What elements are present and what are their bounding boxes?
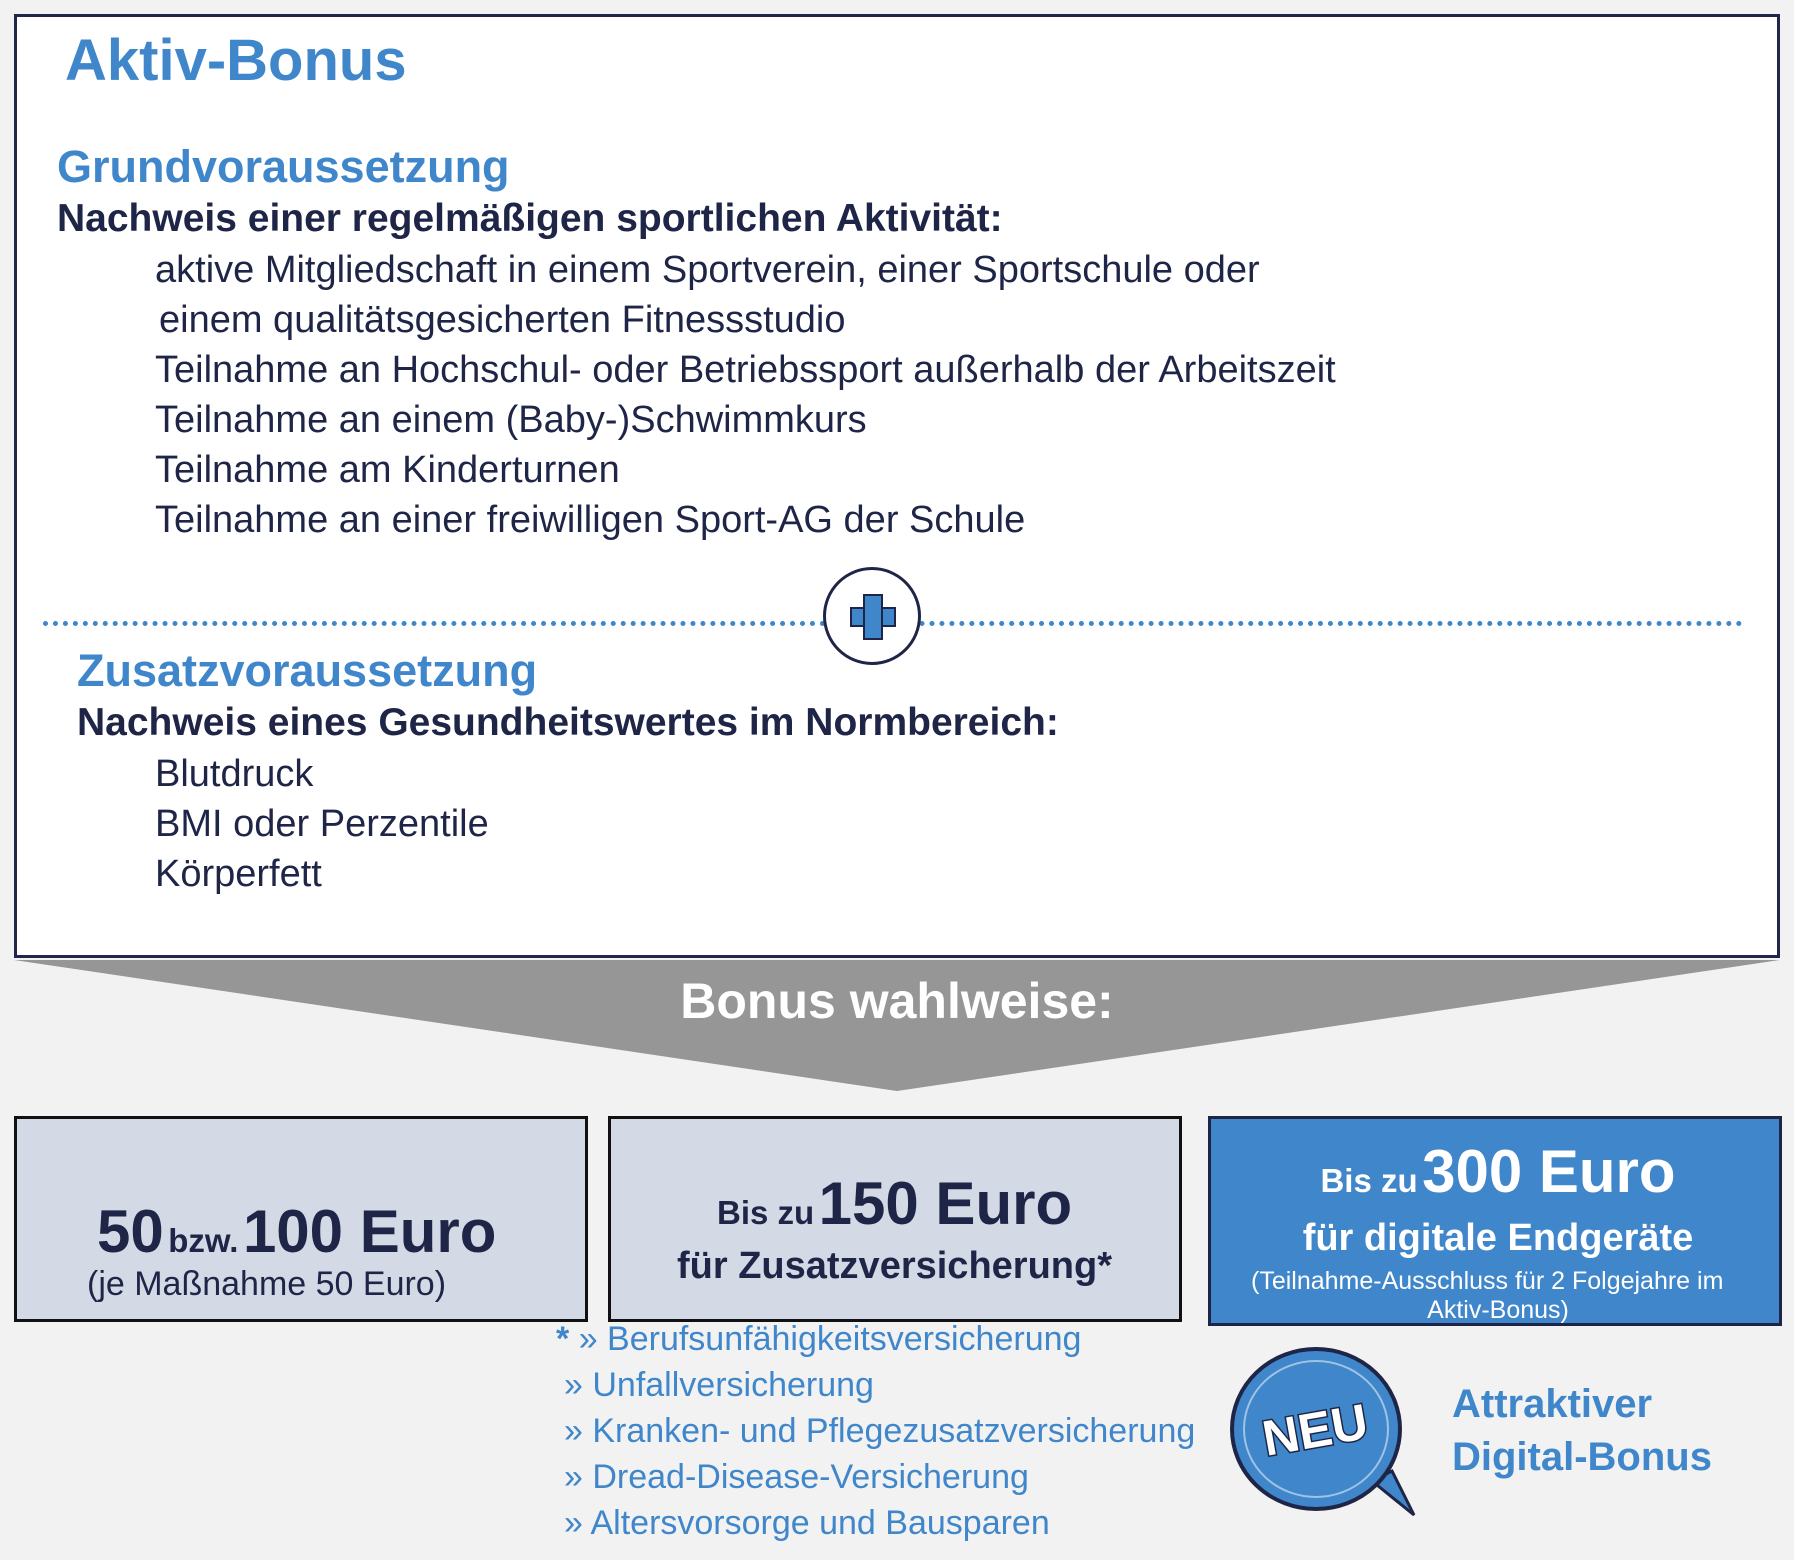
grund-item: Teilnahme an Hochschul- oder Betriebssport außerhalb der Arbeitszeit bbox=[155, 349, 1336, 391]
zusatz-subheading: Nachweis eines Gesundheitswertes im Normbereich: bbox=[77, 701, 1059, 744]
digital-bonus-label bbox=[1452, 1378, 1712, 1484]
grund-subheading: Nachweis einer regelmäßigen sportlichen Aktivität: bbox=[57, 197, 1003, 240]
plus-icon bbox=[823, 567, 921, 665]
grund-item: aktive Mitgliedschaft in einem Sportverein, einer Sportschule oder bbox=[155, 249, 1260, 291]
option-amount-b: 100 Euro bbox=[242, 1198, 497, 1265]
footnote-item: » Kranken- und Pflegezusatzversicherung bbox=[564, 1412, 1196, 1450]
option-purpose: für digitale Endgeräte bbox=[1302, 1217, 1694, 1259]
zusatz-heading: Zusatzvoraussetzung bbox=[77, 645, 538, 696]
bonus-option-devices bbox=[1208, 1116, 1782, 1326]
bonus-label: Bonus wahlweise: bbox=[680, 973, 1114, 1029]
grund-heading: Grundvoraussetzung bbox=[57, 141, 510, 192]
zusatz-item: Blutdruck bbox=[155, 753, 314, 795]
digital-bonus-line: Attraktiver bbox=[1452, 1382, 1653, 1426]
footnote-item: » Altersvorsorge und Bausparen bbox=[564, 1504, 1050, 1542]
footnote-marker: * bbox=[556, 1320, 570, 1358]
footnote-item: » Dread-Disease-Versicherung bbox=[564, 1458, 1029, 1496]
digital-bonus-line: Digital-Bonus bbox=[1452, 1435, 1712, 1479]
grund-item: einem qualitätsgesicherten Fitnessstudio bbox=[159, 299, 846, 341]
bonus-option-cash bbox=[14, 1116, 588, 1322]
grund-item: Teilnahme an einer freiwilligen Sport-AG der Schule bbox=[155, 499, 1026, 541]
zusatz-item: Körperfett bbox=[155, 853, 322, 895]
option-amount: 300 Euro bbox=[1422, 1138, 1676, 1205]
page-title: Aktiv-Bonus bbox=[65, 28, 407, 93]
requirements-panel bbox=[14, 14, 1780, 958]
option-amount: 150 Euro bbox=[818, 1170, 1073, 1237]
grund-item: Teilnahme am Kinderturnen bbox=[155, 449, 620, 491]
grund-item: Teilnahme an einem (Baby-)Schwimmkurs bbox=[155, 399, 867, 441]
footnote-item: » Unfallversicherung bbox=[564, 1366, 874, 1404]
badge-text: NEU bbox=[1258, 1393, 1372, 1467]
option-note: (je Maßnahme 50 Euro) bbox=[87, 1265, 447, 1303]
option-note: Aktiv-Bonus) bbox=[1427, 1296, 1569, 1324]
bonus-option-insurance bbox=[608, 1116, 1182, 1322]
option-purpose: für Zusatzversicherung* bbox=[677, 1245, 1112, 1287]
option-prefix: Bis zu bbox=[717, 1194, 815, 1231]
option-prefix: Bis zu bbox=[1320, 1162, 1418, 1199]
option-note: (Teilnahme-Ausschluss für 2 Folgejahre im bbox=[1251, 1267, 1724, 1295]
option-amount-a: 50 bbox=[97, 1198, 164, 1265]
insurance-footnote bbox=[556, 1320, 1195, 1550]
speech-bubble-icon bbox=[1228, 1345, 1426, 1521]
footnote-item: » Berufsunfähigkeitsversicherung bbox=[578, 1320, 1082, 1358]
option-connector: bzw. bbox=[168, 1222, 239, 1259]
zusatz-item: BMI oder Perzentile bbox=[155, 803, 489, 845]
